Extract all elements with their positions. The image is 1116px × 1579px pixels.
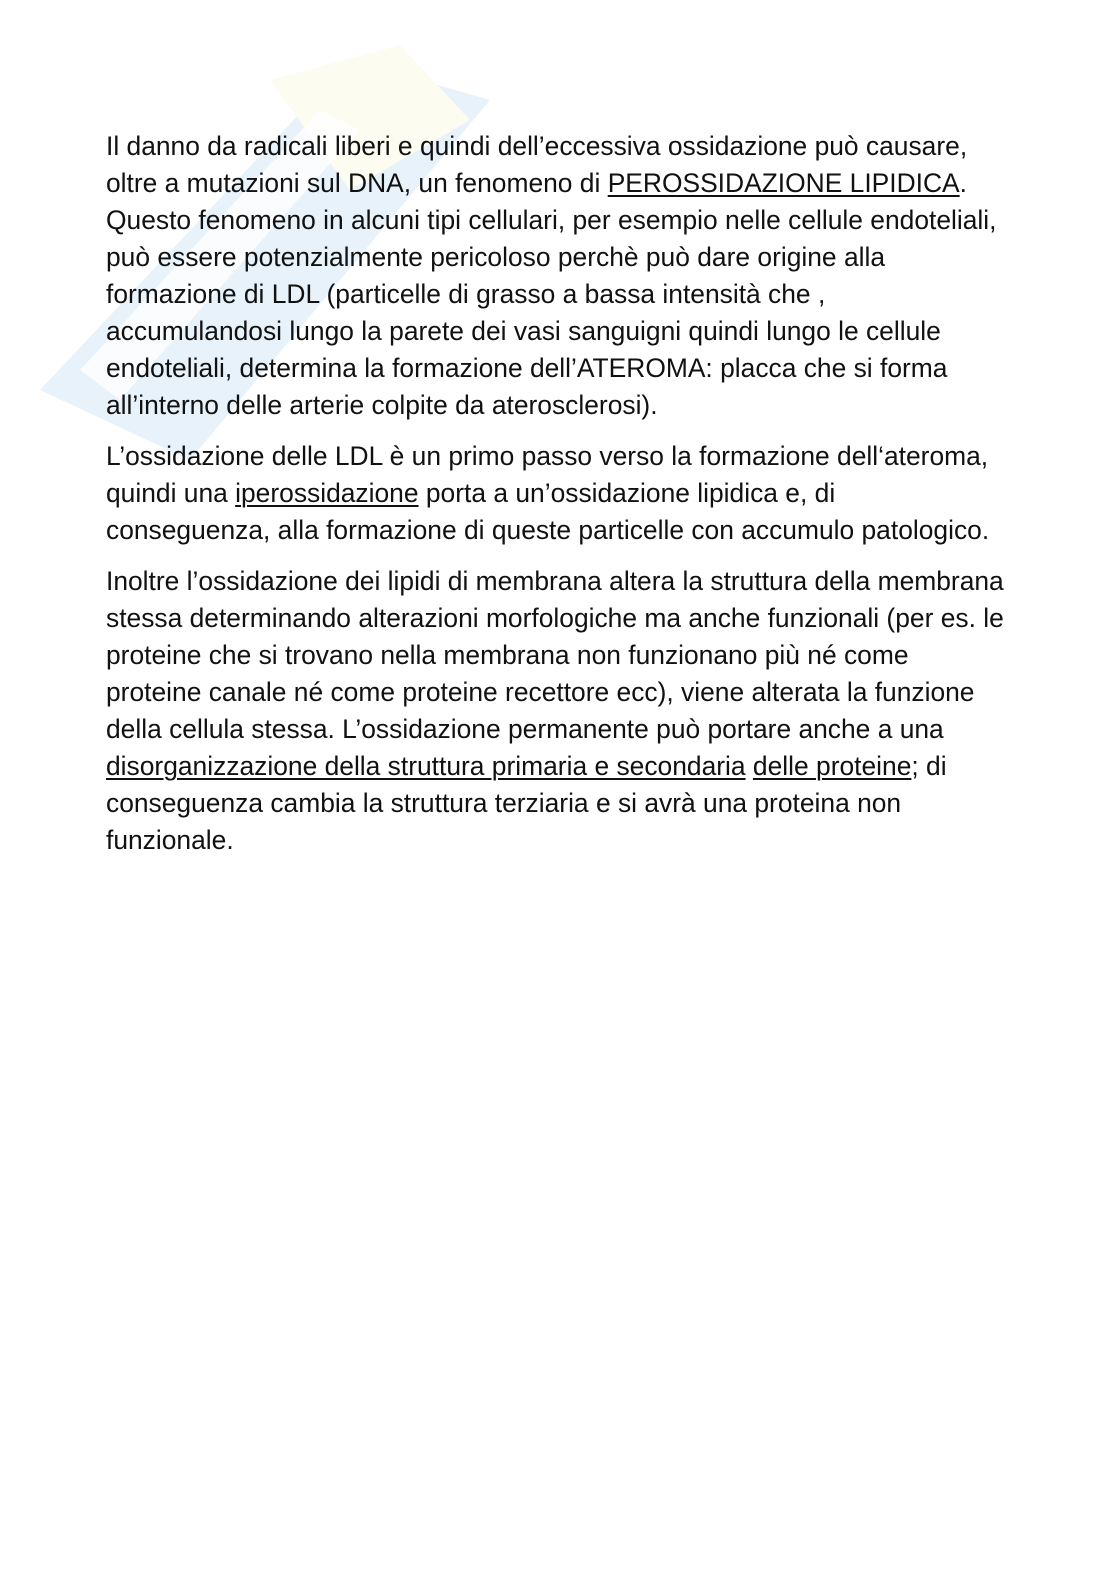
body-text: Il danno da radicali liberi e quindi dell’eccessiva ossidazione può causare, oltre a mutazioni sul DNA, un fenomeno di xyxy=(106,131,968,198)
paragraph-3 xyxy=(106,563,1006,859)
underlined-text: delle proteine xyxy=(752,751,912,781)
body-text xyxy=(746,751,753,781)
paragraph-2 xyxy=(106,438,1006,549)
body-text: Inoltre l’ossidazione dei lipidi di membrana altera la struttura della membrana stessa determinando alterazioni morfologiche ma anche funzionali (per es. le proteine che si trovano nella membrana non funzionano più né come proteine canale né come proteine recettore ecc), viene alterata la funzione della cellula stessa. L’ossidazione permanente può portare anche a una xyxy=(106,566,1004,744)
body-text: L’ossidazione delle LDL è un primo passo verso la formazione dell‘ateroma, quindi una xyxy=(106,441,989,508)
underlined-text: iperossidazione xyxy=(235,478,419,508)
body-text: . Questo fenomeno in alcuni tipi cellulari, per esempio nelle cellule endoteliali, può essere potenzialmente pericoloso perchè può dare origine alla formazione di LDL (particelle di grasso a bassa intensità che , accumulandosi lungo la parete dei vasi sanguigni quindi lungo le cellule endoteliali, determina la formazione dell’ATEROMA: placca che si forma all’interno delle arterie colpite da aterosclerosi). xyxy=(106,168,997,420)
body-text: ; di conseguenza cambia la struttura terziaria e si avrà una proteina non funzionale. xyxy=(106,751,947,855)
body-text: porta a un’ossidazione lipidica e, di conseguenza, alla formazione di queste particelle con accumulo patologico. xyxy=(106,478,990,545)
document-body xyxy=(106,128,1006,873)
underlined-text: disorganizzazione della struttura primaria e secondaria xyxy=(106,751,746,781)
paragraph-1 xyxy=(106,128,1006,424)
underlined-text: PEROSSIDAZIONE LIPIDICA xyxy=(607,168,960,198)
